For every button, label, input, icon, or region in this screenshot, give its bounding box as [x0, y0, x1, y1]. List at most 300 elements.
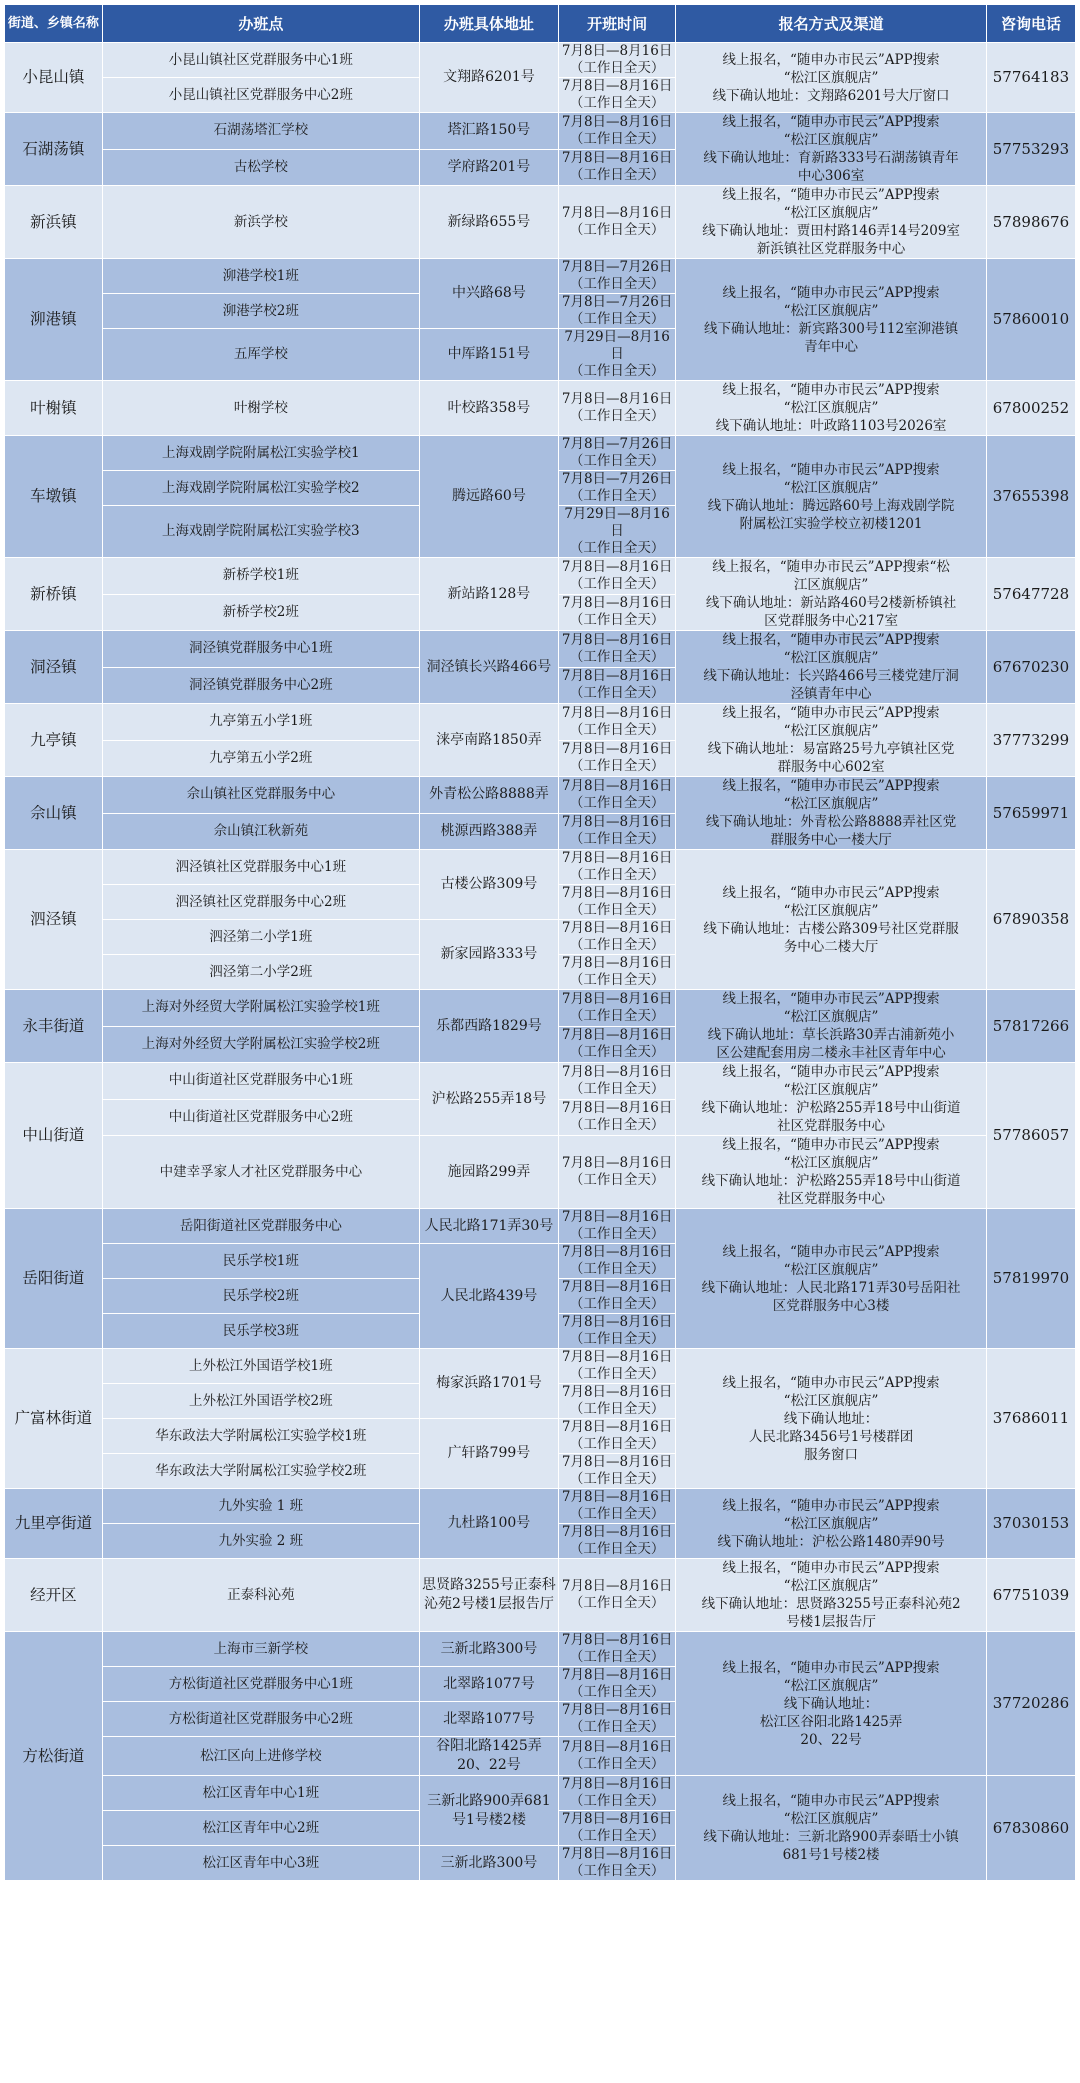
- text-line: （工作日全天）: [569, 867, 665, 883]
- text-line: 线上报名，“随申办市民云”APP搜索: [722, 1374, 940, 1391]
- class-time: [558, 631, 675, 668]
- text-line: 新浜镇社区党群服务中心: [756, 241, 906, 257]
- class-time: [558, 1846, 675, 1881]
- table-row: [5, 186, 1076, 259]
- class-time: [558, 850, 675, 885]
- header-address: 办班具体地址: [419, 5, 558, 43]
- site-address: 人民北路171弄30号: [419, 1209, 558, 1244]
- site-address: 古楼公路309号: [419, 850, 558, 920]
- header-row: [5, 5, 1076, 43]
- text-line: 线下确认地址：新站路460号2楼新桥镇社: [705, 595, 957, 611]
- site-name: 民乐学校2班: [102, 1279, 419, 1314]
- class-time: [558, 777, 675, 814]
- site-address: 新站路128号: [419, 558, 558, 631]
- registration-info: [676, 850, 987, 990]
- consult-phone: 57647728: [986, 558, 1075, 631]
- class-time: [558, 1349, 675, 1384]
- class-time: [558, 1209, 675, 1244]
- text-line: 线上报名，“随申办市民云”APP搜索: [722, 187, 940, 203]
- text-line: 线下确认地址：贾田村路146弄14号209室: [702, 223, 960, 239]
- site-name: 泗泾镇社区党群服务中心2班: [102, 885, 419, 920]
- text-line: （工作日全天）: [569, 1828, 665, 1844]
- town-name: 新桥镇: [5, 558, 103, 631]
- text-line: “松江区旗舰店”: [783, 205, 879, 221]
- text-line: （工作日全天）: [569, 130, 665, 147]
- text-line: （工作日全天）: [569, 685, 665, 702]
- text-line: （工作日全天）: [569, 311, 665, 327]
- text-line: 7月8日—8月16日: [561, 955, 673, 971]
- class-time: [558, 381, 675, 436]
- town-name: 叶榭镇: [5, 381, 103, 436]
- class-time: [558, 78, 675, 113]
- text-line: 7月8日—8月16日: [561, 1578, 673, 1594]
- class-time: [558, 885, 675, 920]
- site-name: 上海戏剧学院附属松江实验学校2: [102, 471, 419, 506]
- text-line: 7月8日—8月16日: [561, 1279, 673, 1295]
- text-line: 7月8日—8月16日: [561, 1419, 673, 1435]
- site-name: 上外松江外国语学校1班: [102, 1349, 419, 1384]
- text-line: 7月8日—7月26日: [561, 259, 673, 275]
- registration-info: [676, 631, 987, 704]
- town-name: 经开区: [5, 1559, 103, 1632]
- text-line: 线下确认地址：外青松公路8888弄社区党: [705, 814, 957, 830]
- site-name: 上海市三新学校: [102, 1632, 419, 1667]
- registration-info: [676, 1776, 987, 1881]
- text-line: 7月8日—8月16日: [561, 43, 673, 59]
- text-line: 线下确认地址：人民北路171弄30号岳阳社: [701, 1279, 961, 1296]
- site-name: 华东政法大学附属松江实验学校1班: [102, 1419, 419, 1454]
- text-line: （工作日全天）: [569, 1044, 665, 1061]
- class-time: [558, 740, 675, 777]
- text-line: “松江区旗舰店”: [783, 1261, 879, 1278]
- site-address: 塔汇路150号: [419, 113, 558, 150]
- text-line: （工作日全天）: [569, 1863, 665, 1879]
- text-line: （工作日全天）: [569, 488, 665, 504]
- text-line: 线上报名，“随申办市民云”APP搜索: [722, 382, 940, 398]
- blank-row: [5, 1881, 1076, 1895]
- text-line: （工作日全天）: [569, 1719, 665, 1735]
- site-name: 泗泾第二小学2班: [102, 955, 419, 990]
- text-line: “松江区旗舰店”: [783, 69, 879, 86]
- text-line: （工作日全天）: [569, 1793, 665, 1809]
- header-town: 街道、乡镇名称: [5, 5, 103, 43]
- text-line: 7月8日—8月16日: [561, 1524, 673, 1540]
- text-line: （工作日全天）: [569, 1296, 665, 1312]
- text-line: （工作日全天）: [569, 937, 665, 953]
- class-time: [558, 1454, 675, 1489]
- site-name: 泗泾第二小学1班: [102, 920, 419, 955]
- site-name: 九外实验 1 班: [102, 1489, 419, 1524]
- site-address: 人民北路439号: [419, 1244, 558, 1349]
- text-line: 7月8日—7月26日: [561, 294, 673, 310]
- text-line: 7月8日—8月16日: [561, 1776, 673, 1792]
- registration-info: [676, 558, 987, 631]
- consult-phone: 57819970: [986, 1209, 1075, 1349]
- site-address: 梅家浜路1701号: [419, 1349, 558, 1419]
- text-line: （工作日全天）: [569, 1436, 665, 1452]
- site-address: 思贤路3255号正泰科沁苑2号楼1层报告厅: [419, 1559, 558, 1632]
- text-line: 线下确认地址：长兴路466号三楼党建厅洞: [703, 668, 959, 684]
- class-time: [558, 667, 675, 704]
- text-line: 线上报名，“随申办市民云”APP搜索: [722, 632, 940, 648]
- table-row: [5, 1632, 1076, 1667]
- text-line: 7月8日—8月16日: [561, 1489, 673, 1505]
- consult-phone: 57659971: [986, 777, 1075, 850]
- text-line: 线上报名，“随申办市民云”APP搜索: [722, 1064, 940, 1080]
- class-time: [558, 1063, 675, 1100]
- text-line: “松江区旗舰店”: [783, 1515, 879, 1532]
- site-name: 岳阳街道社区党群服务中心: [102, 1209, 419, 1244]
- class-time: [558, 990, 675, 1027]
- registration-info: [676, 704, 987, 777]
- class-time: [558, 149, 675, 186]
- text-line: 青年中心: [804, 338, 859, 355]
- text-line: （工作日全天）: [569, 721, 665, 738]
- site-name: 五厍学校: [102, 329, 419, 381]
- site-address: 学府路201号: [419, 149, 558, 186]
- site-name: 小昆山镇社区党群服务中心2班: [102, 78, 419, 113]
- text-line: （工作日全天）: [569, 1649, 665, 1665]
- site-name: 洞泾镇党群服务中心2班: [102, 667, 419, 704]
- site-address: 乐都西路1829号: [419, 990, 558, 1063]
- site-address: 中厍路151号: [419, 329, 558, 381]
- site-address: 新绿路655号: [419, 186, 558, 259]
- table-row: [5, 850, 1076, 885]
- class-time: [558, 704, 675, 741]
- table-row: [5, 43, 1076, 78]
- text-line: 线上报名，“随申办市民云”APP搜索: [722, 1659, 940, 1676]
- class-time: [558, 329, 675, 381]
- table-row: [5, 381, 1076, 436]
- registration-info: [676, 43, 987, 113]
- table-row: [5, 631, 1076, 668]
- text-line: （工作日全天）: [569, 758, 665, 775]
- blank-cell: [986, 1881, 1075, 1895]
- class-time: [558, 1667, 675, 1702]
- table-row: [5, 436, 1076, 471]
- registration-info: [676, 259, 987, 381]
- text-line: （工作日全天）: [569, 1172, 665, 1188]
- consult-phone: 57753293: [986, 113, 1075, 186]
- site-address: 中兴路68号: [419, 259, 558, 329]
- consult-phone: 67830860: [986, 1776, 1075, 1881]
- text-line: 7月8日—8月16日: [561, 78, 673, 94]
- site-name: 古松学校: [102, 149, 419, 186]
- site-name: 上外松江外国语学校2班: [102, 1384, 419, 1419]
- text-line: 线上报名，“随申办市民云”APP搜索: [722, 114, 940, 130]
- site-name: 中建幸孚家人才社区党群服务中心: [102, 1136, 419, 1209]
- text-line: 线上报名，“随申办市民云”APP搜索: [722, 1793, 940, 1809]
- header-phone: 咨询电话: [986, 5, 1075, 43]
- text-line: （工作日全天）: [569, 1007, 665, 1024]
- registration-info: [676, 1063, 987, 1136]
- text-line: （工作日全天）: [569, 1506, 665, 1522]
- site-address: 叶校路358号: [419, 381, 558, 436]
- class-time: [558, 1136, 675, 1209]
- site-name: 松江区青年中心3班: [102, 1846, 419, 1881]
- table-row: [5, 113, 1076, 150]
- site-name: 泖港学校1班: [102, 259, 419, 294]
- consult-phone: 67800252: [986, 381, 1075, 436]
- class-time: [558, 1099, 675, 1136]
- site-name: 佘山镇江秋新苑: [102, 813, 419, 850]
- text-line: 7月8日—8月16日: [561, 1702, 673, 1718]
- text-line: （工作日全天）: [569, 222, 665, 238]
- blank-cell: [558, 1881, 675, 1895]
- text-line: 线上报名，“随申办市民云”APP搜索: [722, 1497, 940, 1514]
- registration-info: [676, 1489, 987, 1559]
- text-line: （工作日全天）: [569, 1471, 665, 1487]
- site-address: 谷阳北路1425弄20、22号: [419, 1737, 558, 1776]
- class-time: [558, 594, 675, 631]
- text-line: （工作日全天）: [569, 60, 665, 76]
- consult-phone: 57764183: [986, 43, 1075, 113]
- class-time: [558, 436, 675, 471]
- registration-table: [4, 4, 1076, 1895]
- text-line: 7月8日—8月16日: [561, 1100, 673, 1117]
- text-line: 7月8日—8月16日: [561, 1155, 673, 1171]
- registration-info: [676, 1632, 987, 1776]
- text-line: 线下确认地址：: [783, 1410, 879, 1427]
- consult-phone: 57817266: [986, 990, 1075, 1063]
- class-time: [558, 1811, 675, 1846]
- class-time: [558, 1776, 675, 1811]
- text-line: 7月8日—8月16日: [561, 920, 673, 936]
- text-line: 线下确认地址：叶政路1103号2026室: [715, 418, 947, 434]
- site-name: 泖港学校2班: [102, 294, 419, 329]
- site-address: 三新北路300号: [419, 1632, 558, 1667]
- text-line: 泾镇青年中心: [790, 686, 872, 702]
- registration-info: [676, 777, 987, 850]
- consult-phone: 67751039: [986, 1559, 1075, 1632]
- text-line: 区党群服务中心217室: [764, 613, 898, 629]
- site-name: 松江区青年中心2班: [102, 1811, 419, 1846]
- table-row: [5, 1349, 1076, 1384]
- text-line: 线上报名，“随申办市民云”APP搜索: [722, 705, 940, 721]
- text-line: 7月8日—8月16日: [561, 1811, 673, 1827]
- site-name: 民乐学校3班: [102, 1314, 419, 1349]
- text-line: 7月8日—8月16日: [561, 150, 673, 167]
- text-line: 区公建配套用房二楼永丰社区青年中心: [716, 1045, 946, 1061]
- consult-phone: 37773299: [986, 704, 1075, 777]
- site-name: 上海对外经贸大学附属松江实验学校2班: [102, 1026, 419, 1063]
- text-line: “松江区旗舰店”: [783, 796, 879, 812]
- text-line: 7月8日—8月16日: [561, 631, 673, 648]
- consult-phone: 37720286: [986, 1632, 1075, 1776]
- table-row: [5, 1063, 1076, 1100]
- text-line: 线下确认地址：育新路333号石湖荡镇青年: [703, 150, 959, 166]
- town-name: 洞泾镇: [5, 631, 103, 704]
- class-time: [558, 294, 675, 329]
- class-time: [558, 1026, 675, 1063]
- site-name: 中山街道社区党群服务中心1班: [102, 1063, 419, 1100]
- text-line: （工作日全天）: [569, 1261, 665, 1277]
- town-name: 九亭镇: [5, 704, 103, 777]
- consult-phone: 57786057: [986, 1063, 1075, 1209]
- text-line: 线下确认地址：沪松公路1480弄90号: [717, 1533, 945, 1550]
- text-line: 7月8日—8月16日: [561, 1739, 673, 1755]
- town-name: 广富林街道: [5, 1349, 103, 1489]
- class-time: [558, 1632, 675, 1667]
- registration-info: [676, 381, 987, 436]
- text-line: （工作日全天）: [569, 612, 665, 629]
- site-name: 上海戏剧学院附属松江实验学校3: [102, 506, 419, 558]
- registration-info: [676, 1136, 987, 1209]
- text-line: 江区旗舰店”: [793, 577, 869, 593]
- town-name: 小昆山镇: [5, 43, 103, 113]
- text-line: （工作日全天）: [569, 453, 665, 469]
- text-line: 7月8日—8月16日: [561, 205, 673, 221]
- text-line: （工作日全天）: [569, 363, 665, 379]
- site-name: 叶榭学校: [102, 381, 419, 436]
- text-line: 7月29日—8月16日: [564, 329, 670, 362]
- text-line: 群服务中心602室: [777, 759, 885, 775]
- text-line: 7月8日—8月16日: [561, 777, 673, 794]
- site-name: 新桥学校1班: [102, 558, 419, 595]
- text-line: “松江区旗舰店”: [783, 1009, 879, 1025]
- header-registration: 报名方式及渠道: [676, 5, 987, 43]
- registration-info: [676, 1349, 987, 1489]
- text-line: （工作日全天）: [569, 648, 665, 665]
- registration-info: [676, 1209, 987, 1349]
- text-line: 7月8日—8月16日: [561, 850, 673, 866]
- text-line: 7月8日—8月16日: [561, 1349, 673, 1365]
- site-name: 上海对外经贸大学附属松江实验学校1班: [102, 990, 419, 1027]
- site-address: 外青松公路8888弄: [419, 777, 558, 814]
- class-time: [558, 1702, 675, 1737]
- text-line: （工作日全天）: [569, 1684, 665, 1700]
- text-line: （工作日全天）: [569, 1226, 665, 1242]
- text-line: 线上报名，“随申办市民云”APP搜索: [722, 778, 940, 794]
- text-line: （工作日全天）: [569, 1541, 665, 1557]
- text-line: 线下确认地址：三新北路900弄泰晤士小镇: [703, 1829, 959, 1845]
- table-row: [5, 1136, 1076, 1209]
- class-time: [558, 506, 675, 558]
- text-line: “松江区旗舰店”: [783, 1578, 879, 1594]
- site-address: 桃源西路388弄: [419, 813, 558, 850]
- text-line: 区党群服务中心3楼: [772, 1297, 890, 1314]
- text-line: 7月8日—8月16日: [561, 814, 673, 831]
- site-name: 石湖荡塔汇学校: [102, 113, 419, 150]
- class-time: [558, 1384, 675, 1419]
- text-line: 务中心二楼大厅: [783, 938, 879, 955]
- text-line: 7月8日—8月16日: [561, 391, 673, 407]
- text-line: 线上报名，“随申办市民云”APP搜索: [722, 1137, 940, 1153]
- town-name: 泖港镇: [5, 259, 103, 381]
- registration-info: [676, 436, 987, 558]
- header-site: 办班点: [102, 5, 419, 43]
- text-line: 线上报名，“随申办市民云”APP搜索: [722, 884, 940, 901]
- town-name: 泗泾镇: [5, 850, 103, 990]
- site-name: 方松街道社区党群服务中心1班: [102, 1667, 419, 1702]
- text-line: （工作日全天）: [569, 1080, 665, 1097]
- text-line: “松江区旗舰店”: [783, 132, 879, 148]
- table-row: [5, 777, 1076, 814]
- text-line: “松江区旗舰店”: [783, 302, 879, 319]
- text-line: 7月8日—8月16日: [561, 558, 673, 575]
- text-line: 7月8日—8月16日: [561, 885, 673, 901]
- class-time: [558, 186, 675, 259]
- consult-phone: 67670230: [986, 631, 1075, 704]
- town-name: 中山街道: [5, 1063, 103, 1209]
- text-line: “松江区旗舰店”: [783, 1811, 879, 1827]
- text-line: “松江区旗舰店”: [783, 1677, 879, 1694]
- town-name: 方松街道: [5, 1632, 103, 1881]
- text-line: 社区党群服务中心: [777, 1118, 886, 1134]
- text-line: 线下确认地址：腾远路60号上海戏剧学院: [707, 497, 955, 514]
- header-time: 开班时间: [558, 5, 675, 43]
- text-line: 681号1号楼2楼: [782, 1847, 880, 1863]
- text-line: “松江区旗舰店”: [783, 479, 879, 496]
- class-time: [558, 1244, 675, 1279]
- class-time: [558, 813, 675, 850]
- text-line: 线下确认地址：思贤路3255号正泰科沁苑2: [701, 1596, 961, 1612]
- class-time: [558, 1419, 675, 1454]
- site-name: 九外实验 2 班: [102, 1524, 419, 1559]
- site-name: 民乐学校1班: [102, 1244, 419, 1279]
- site-address: 九杜路100号: [419, 1489, 558, 1559]
- table-row: [5, 1209, 1076, 1244]
- registration-info: [676, 186, 987, 259]
- text-line: 7月8日—8月16日: [561, 1632, 673, 1648]
- site-address: 施园路299弄: [419, 1136, 558, 1209]
- table-row: [5, 990, 1076, 1027]
- text-line: 7月8日—8月16日: [561, 704, 673, 721]
- site-name: 正泰科沁苑: [102, 1559, 419, 1632]
- text-line: 线上报名，“随申办市民云”APP搜索: [722, 1560, 940, 1576]
- site-name: 洞泾镇党群服务中心1班: [102, 631, 419, 668]
- text-line: 群服务中心一楼大厅: [770, 832, 892, 848]
- text-line: （工作日全天）: [569, 902, 665, 918]
- blank-cell: [676, 1881, 987, 1895]
- text-line: 线下确认地址：草长浜路30弄古浦新苑小: [707, 1027, 955, 1043]
- text-line: 线下确认地址：古楼公路309号社区党群服: [703, 920, 959, 937]
- site-name: 新桥学校2班: [102, 594, 419, 631]
- text-line: 7月8日—8月16日: [561, 741, 673, 758]
- text-line: “松江区旗舰店”: [783, 723, 879, 739]
- text-line: 线下确认地址：: [783, 1695, 879, 1712]
- consult-phone: 37686011: [986, 1349, 1075, 1489]
- class-time: [558, 471, 675, 506]
- consult-phone: 57860010: [986, 259, 1075, 381]
- class-time: [558, 1279, 675, 1314]
- blank-cell: [5, 1881, 103, 1895]
- site-address: 洞泾镇长兴路466号: [419, 631, 558, 704]
- site-name: 九亭第五小学1班: [102, 704, 419, 741]
- text-line: （工作日全天）: [569, 167, 665, 184]
- text-line: 7月8日—8月16日: [561, 1244, 673, 1260]
- text-line: 7月8日—8月16日: [561, 1027, 673, 1044]
- text-line: 7月8日—7月26日: [561, 471, 673, 487]
- site-address: 广轩路799号: [419, 1419, 558, 1489]
- class-time: [558, 1489, 675, 1524]
- text-line: （工作日全天）: [569, 95, 665, 111]
- registration-info: [676, 990, 987, 1063]
- town-name: 车墩镇: [5, 436, 103, 558]
- site-name: 上海戏剧学院附属松江实验学校1: [102, 436, 419, 471]
- site-name: 松江区向上进修学校: [102, 1737, 419, 1776]
- blank-cell: [102, 1881, 419, 1895]
- class-time: [558, 113, 675, 150]
- text-line: 7月8日—8月16日: [561, 1063, 673, 1080]
- site-address: 涞亭南路1850弄: [419, 704, 558, 777]
- registration-info: [676, 1559, 987, 1632]
- text-line: （工作日全天）: [569, 831, 665, 848]
- class-time: [558, 1314, 675, 1349]
- town-name: 新浜镇: [5, 186, 103, 259]
- text-line: 线下确认地址：沪松路255弄18号中山街道: [701, 1100, 961, 1116]
- text-line: 7月8日—8月16日: [561, 668, 673, 685]
